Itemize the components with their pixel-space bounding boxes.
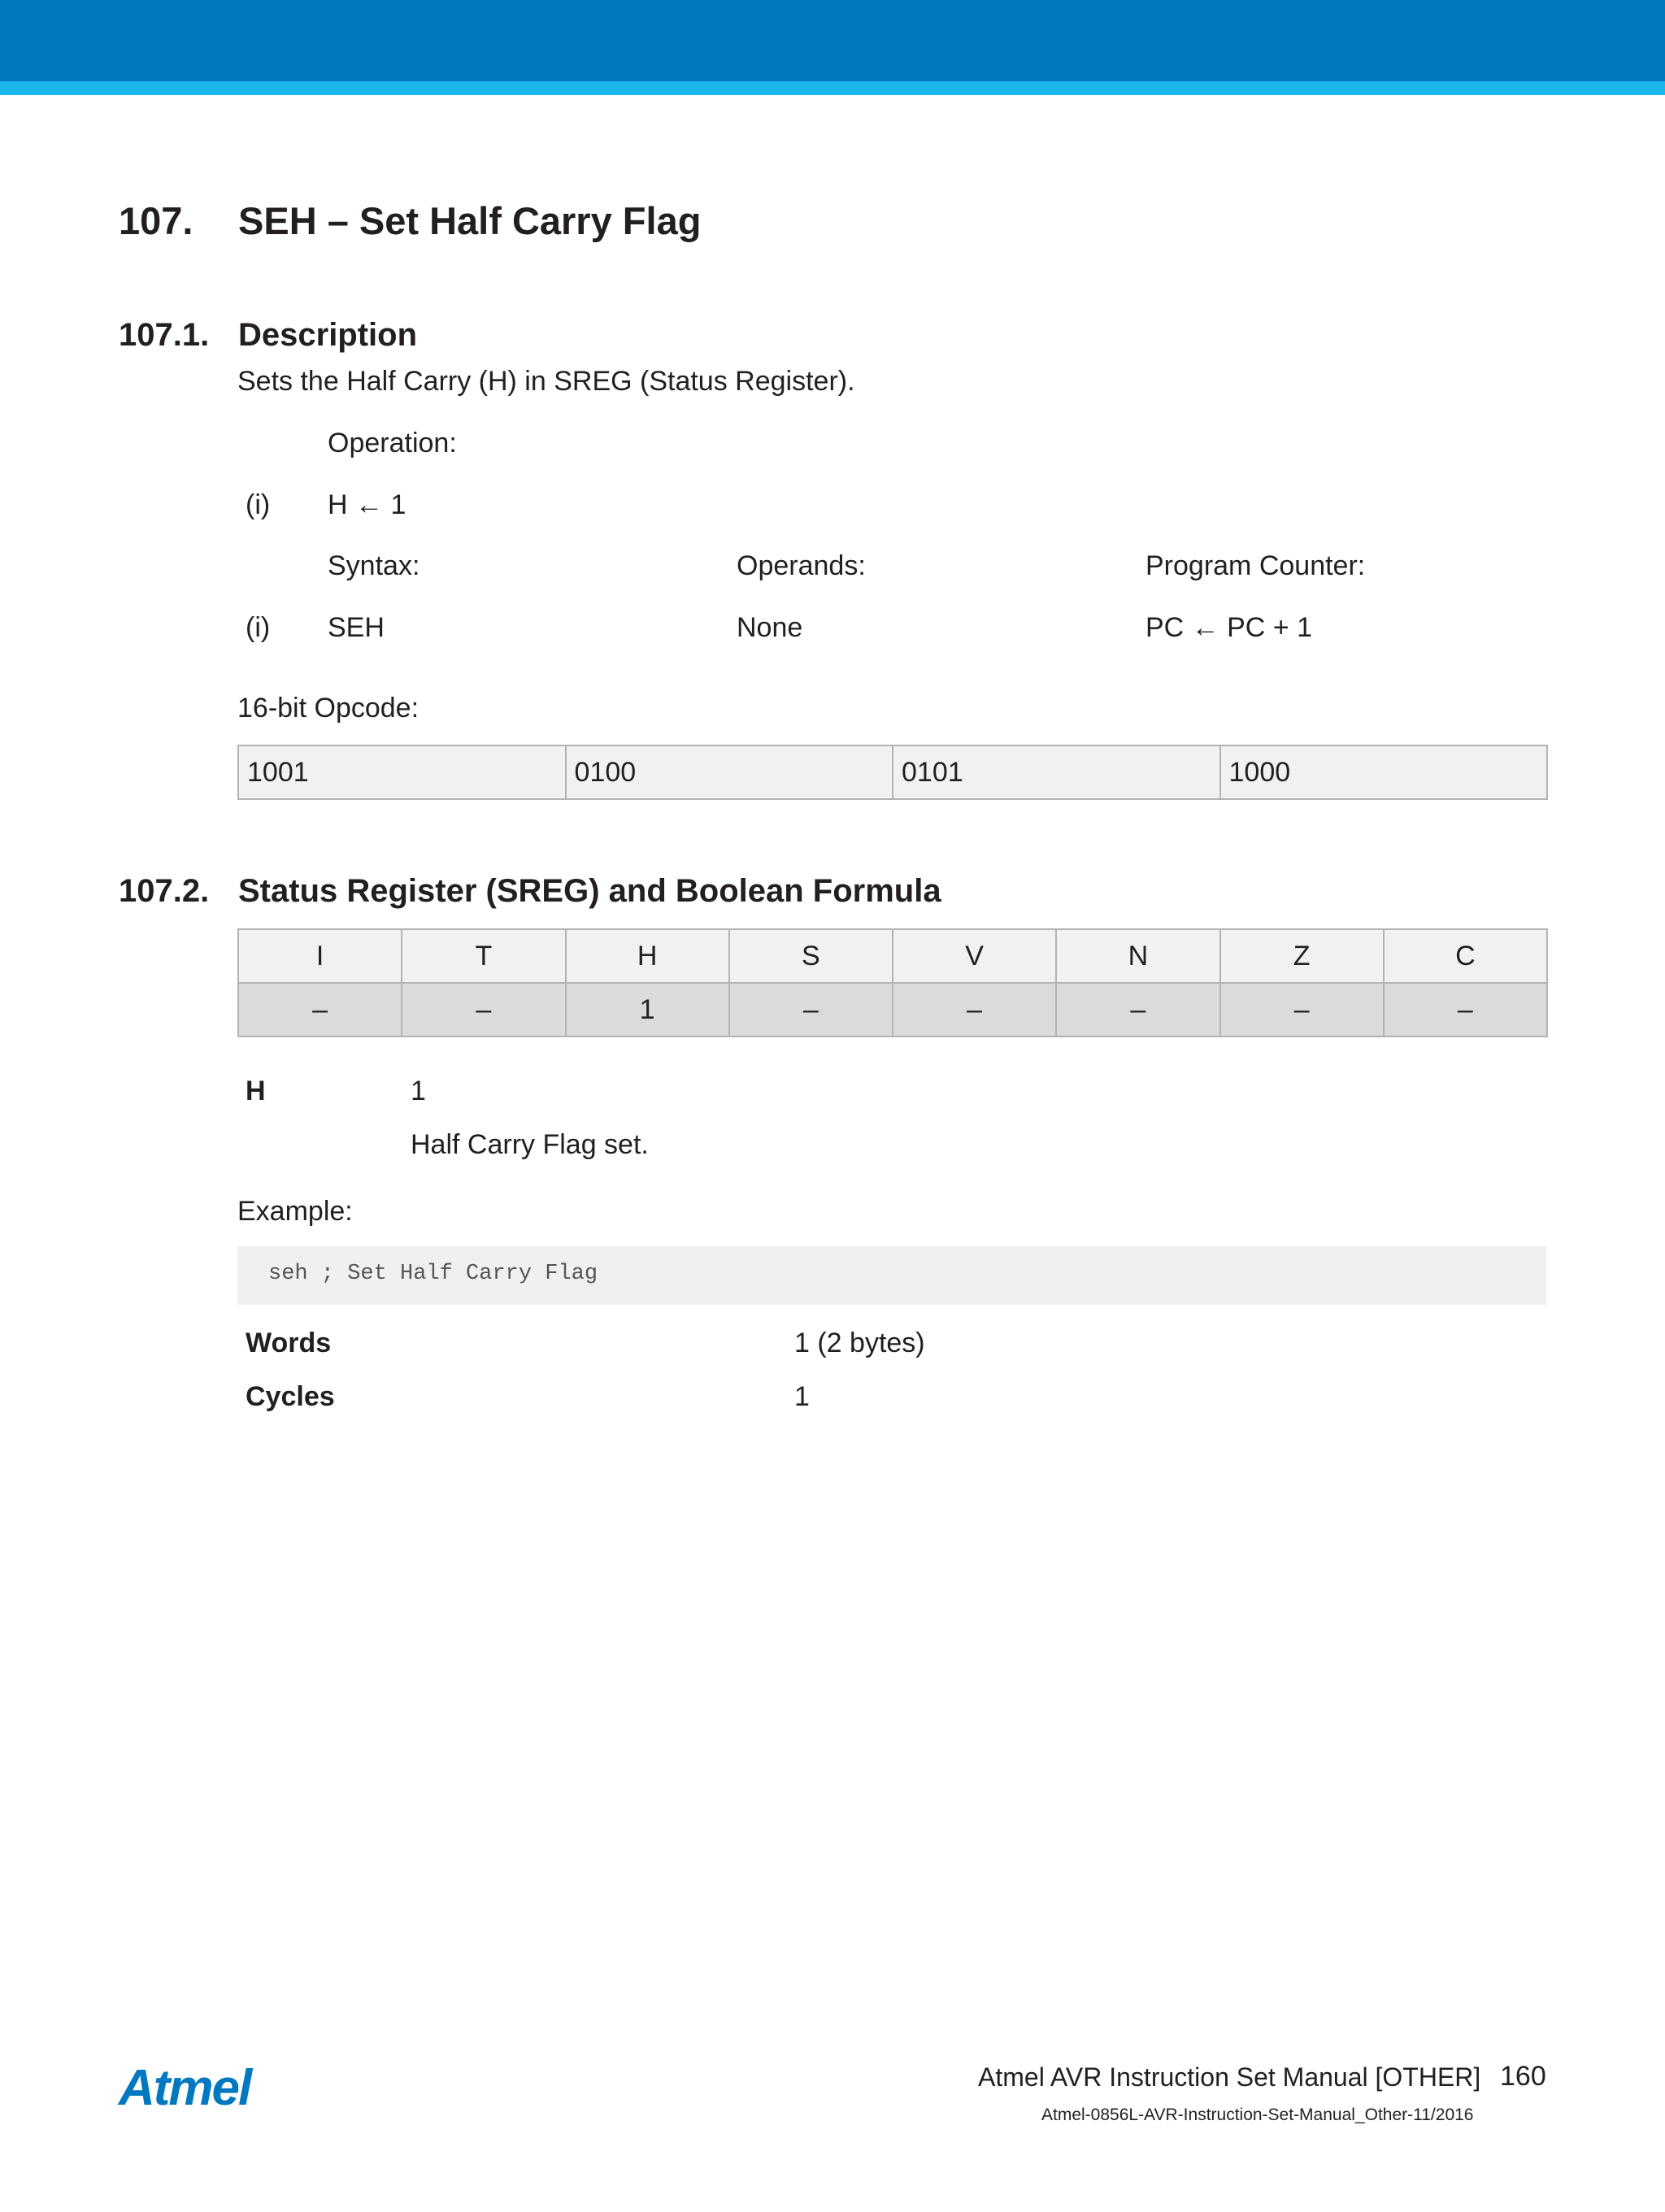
program-counter-value: PC ← PC + 1	[1146, 612, 1313, 643]
operands-value: None	[737, 612, 803, 643]
sreg-flag-row	[238, 929, 1547, 983]
flag-name: H	[246, 1076, 266, 1106]
sreg-heading	[119, 873, 941, 910]
opcode-cell: 1001	[238, 745, 566, 799]
syntax-label: Syntax:	[328, 550, 420, 581]
description-text: Sets the Half Carry (H) in SREG (Status Register).	[237, 366, 855, 397]
sreg-flag: H	[566, 929, 729, 983]
operands-label: Operands:	[737, 550, 866, 581]
sreg-value-row	[238, 983, 1547, 1036]
sreg-table	[237, 928, 1548, 1037]
opcode-table	[237, 745, 1548, 800]
opcode-row	[238, 745, 1547, 799]
sreg-flag: N	[1056, 929, 1219, 983]
code-example-box	[237, 1246, 1546, 1305]
header-bar	[0, 0, 1665, 81]
words-label: Words	[246, 1328, 332, 1358]
header-stripe	[0, 81, 1665, 95]
sreg-value: –	[238, 983, 402, 1036]
sreg-flag: C	[1384, 929, 1547, 983]
footer-doc-id: Atmel-0856L-AVR-Instruction-Set-Manual_Other-11/2016	[1041, 2106, 1474, 2124]
section-title	[119, 198, 701, 243]
sreg-value: 1	[566, 983, 729, 1036]
example-label: Example:	[237, 1196, 353, 1227]
operation-index: (i)	[246, 489, 271, 520]
syntax-index: (i)	[246, 612, 271, 643]
footer-page-number: 160	[1500, 2061, 1546, 2092]
opcode-cell: 0100	[566, 745, 893, 799]
code-example: seh ; Set Half Carry Flag	[268, 1262, 598, 1286]
program-counter-label: Program Counter:	[1146, 550, 1366, 581]
opcode-cell: 0101	[893, 745, 1220, 799]
sreg-heading-text: Status Register (SREG) and Boolean Formula	[238, 873, 941, 909]
atmel-logo-text: Atmel	[119, 2060, 251, 2116]
sreg-flag: T	[402, 929, 565, 983]
cycles-label: Cycles	[246, 1381, 335, 1412]
operation-label: Operation:	[328, 428, 457, 458]
description-number: 107.1.	[119, 317, 210, 353]
sreg-value: –	[1220, 983, 1384, 1036]
sreg-value: –	[1384, 983, 1547, 1036]
cycles-value: 1	[794, 1381, 810, 1412]
atmel-logo	[119, 2059, 281, 2116]
section-number: 107.	[119, 199, 193, 242]
sreg-value: –	[1056, 983, 1219, 1036]
sreg-number: 107.2.	[119, 873, 210, 909]
words-value: 1 (2 bytes)	[794, 1328, 925, 1358]
opcode-cell: 1000	[1220, 745, 1548, 799]
sreg-flag: S	[729, 929, 893, 983]
sreg-value: –	[893, 983, 1056, 1036]
flag-description: Half Carry Flag set.	[411, 1129, 649, 1160]
section-title-text: SEH – Set Half Carry Flag	[238, 199, 702, 242]
flag-value: 1	[411, 1076, 426, 1106]
sreg-flag: I	[238, 929, 402, 983]
footer-manual-title: Atmel AVR Instruction Set Manual [OTHER]	[978, 2062, 1481, 2092]
description-heading-text: Description	[238, 317, 418, 353]
operation-formula: H ← 1	[328, 489, 406, 520]
sreg-flag: Z	[1220, 929, 1384, 983]
syntax-value: SEH	[328, 612, 385, 643]
sreg-value: –	[729, 983, 893, 1036]
opcode-label: 16-bit Opcode:	[237, 693, 420, 724]
sreg-value: –	[402, 983, 565, 1036]
description-heading	[119, 317, 417, 354]
sreg-flag: V	[893, 929, 1056, 983]
